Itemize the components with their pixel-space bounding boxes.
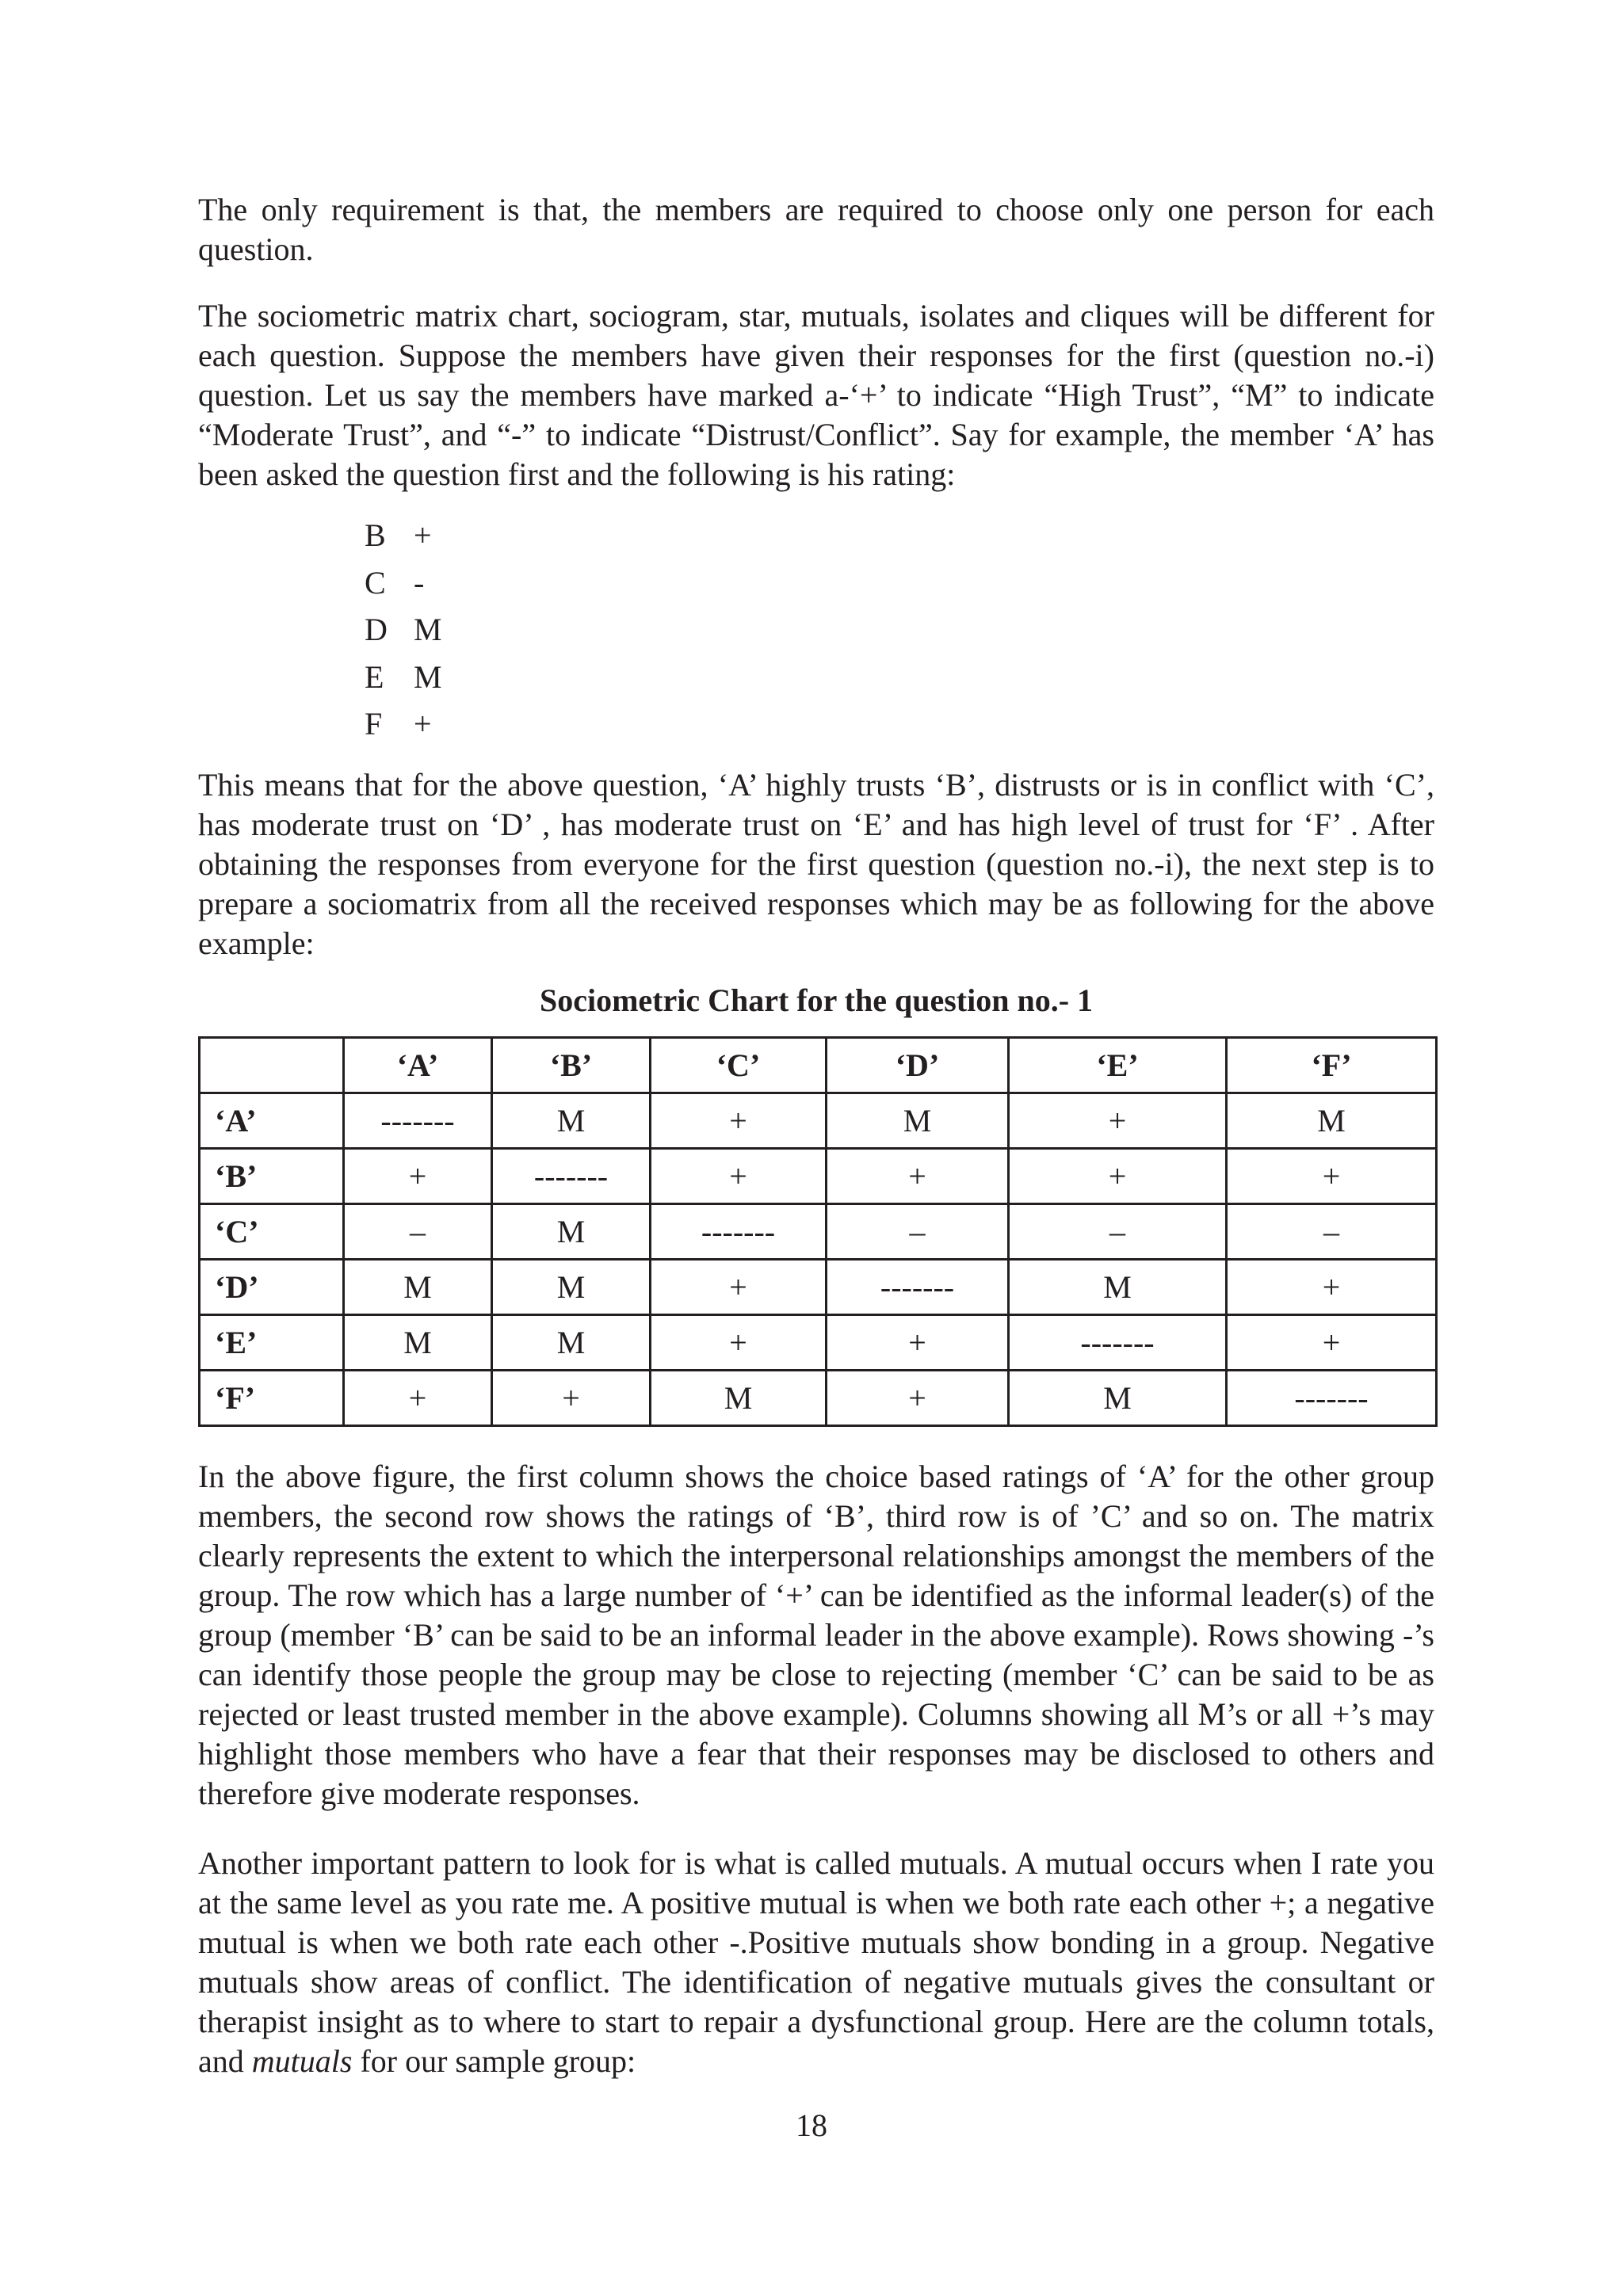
table-row	[200, 1259, 1437, 1314]
rating-member: C	[365, 564, 386, 601]
rating-member: B	[365, 517, 386, 553]
rating-row	[365, 559, 1434, 607]
table-cell: M	[651, 1370, 827, 1425]
table-cell: +	[827, 1370, 1009, 1425]
rating-list	[365, 512, 1434, 748]
page-body	[198, 190, 1434, 2081]
table-cell: +	[651, 1314, 827, 1370]
rating-mark: +	[414, 517, 432, 553]
table-cell: M	[1227, 1093, 1437, 1148]
table-cell: -------	[827, 1259, 1009, 1314]
table-cell: -------	[1009, 1314, 1227, 1370]
rating-row	[365, 654, 1434, 701]
table-cell: M	[492, 1259, 651, 1314]
table-cell: –	[344, 1203, 492, 1259]
column-header: ‘B’	[492, 1037, 651, 1093]
table-row	[200, 1093, 1437, 1148]
table-cell: +	[1227, 1314, 1437, 1370]
page-number: 18	[796, 2107, 827, 2143]
paragraph-matrix-interpretation: In the above figure, the first column shows the choice based ratings of ‘A’ for the other group members, the second row shows the ratings of ‘B’, third row is of ’C’ and so on. The matrix clearly represents the extent to which the interpersonal relationships amongst the members of the group. The row which has a large number of ‘+’ can be identified as the informal leader(s) of the group (member ‘B’ can be said to be an informal leader in the above example). Rows showing -’s can identify those people the group may be close to rejecting (member ‘C’ can be said to be as rejected or least trusted member in the above example). Columns showing all M’s or all +’s may highlight those members who have a fear that their responses may be disclosed to others and therefore give moderate responses.	[198, 1458, 1434, 1811]
column-header: ‘D’	[827, 1037, 1009, 1093]
rating-mark: +	[414, 706, 432, 742]
table-header-row	[200, 1037, 1437, 1093]
row-header: ‘F’	[200, 1370, 344, 1425]
table-cell: +	[651, 1093, 827, 1148]
table-cell: -------	[651, 1203, 827, 1259]
rating-mark: M	[414, 658, 442, 695]
column-header: ‘F’	[1227, 1037, 1437, 1093]
paragraph-explanation: This means that for the above question, ‘A’ highly trusts ‘B’, distrusts or is in conflict with ‘C’, has moderate trust on ‘D’ , has moderate trust on ‘E’ and has high level of trust for ‘F’ . After obtaining the responses from everyone for the first question (question no.-i), the next step is to prepare a sociomatrix from all the received responses which may be as following for the above example:	[198, 766, 1434, 961]
table-cell: M	[344, 1314, 492, 1370]
rating-member: E	[365, 658, 384, 695]
sociometric-matrix	[198, 1036, 1438, 1427]
row-header: ‘B’	[200, 1148, 344, 1203]
rating-mark: M	[414, 612, 442, 647]
mutuals-text-start: Another important pattern to look for is what is called mutuals. A mutual occurs when I rate you at the same level as you rate me. A positive mutual is when we both rate each other +; a negative mutual is when we both rate each other -.Positive mutuals show bonding in a group. Negative mutuals show areas of conflict. The identification of negative mutuals gives the consultant or therapist insight as to where to start to repair a dysfunctional group. Here are the column totals, and	[198, 1844, 1434, 2079]
table-cell: +	[1009, 1093, 1227, 1148]
rating-mark: -	[414, 564, 425, 601]
table-cell: +	[827, 1148, 1009, 1203]
rating-member: D	[365, 612, 388, 647]
row-header: ‘E’	[200, 1314, 344, 1370]
table-row	[200, 1148, 1437, 1203]
table-cell: M	[492, 1314, 651, 1370]
table-cell: -------	[344, 1093, 492, 1148]
table-cell: +	[492, 1370, 651, 1425]
paragraph-sociometric-intro: The sociometric matrix chart, sociogram, star, mutuals, isolates and cliques will be different for each question. Suppose the members have given their responses for the first (question no.-i) question. Let us say the members have marked a-‘+’ to indicate “High Trust”, “M” to indicate “Moderate Trust”, and “-” to indicate “Distrust/Conflict”. Say for example, the member ‘A’ has been asked the question first and the following is his rating:	[198, 298, 1434, 492]
table-cell: –	[827, 1203, 1009, 1259]
table-cell: +	[1227, 1148, 1437, 1203]
row-header: ‘D’	[200, 1259, 344, 1314]
table-row	[200, 1370, 1437, 1425]
table-cell: +	[344, 1370, 492, 1425]
table-corner-cell	[200, 1037, 344, 1093]
rating-row	[365, 512, 1434, 559]
mutuals-italic: mutuals	[251, 2042, 353, 2079]
table-cell: +	[651, 1259, 827, 1314]
column-header: ‘E’	[1009, 1037, 1227, 1093]
table-cell: M	[1009, 1259, 1227, 1314]
table-cell: M	[1009, 1370, 1227, 1425]
column-header: ‘C’	[651, 1037, 827, 1093]
rating-row	[365, 606, 1434, 654]
rating-member: F	[365, 706, 383, 742]
table-cell: M	[492, 1203, 651, 1259]
table-cell: M	[827, 1093, 1009, 1148]
table-cell: –	[1227, 1203, 1437, 1259]
table-title: Sociometric Chart for the question no.- 1	[539, 982, 1094, 1018]
table-row	[200, 1203, 1437, 1259]
table-cell: -------	[1227, 1370, 1437, 1425]
table-cell: M	[492, 1093, 651, 1148]
table-cell: -------	[492, 1148, 651, 1203]
table-cell: –	[1009, 1203, 1227, 1259]
mutuals-text-end: for our sample group:	[352, 2042, 636, 2079]
paragraph-mutuals	[198, 1844, 1434, 2081]
table-cell: +	[651, 1148, 827, 1203]
table-row	[200, 1314, 1437, 1370]
row-header: ‘A’	[200, 1093, 344, 1148]
column-header: ‘A’	[344, 1037, 492, 1093]
table-cell: +	[1009, 1148, 1227, 1203]
paragraph-requirement: The only requirement is that, the members are required to choose only one person for each question.	[198, 192, 1434, 267]
rating-row	[365, 700, 1434, 748]
row-header: ‘C’	[200, 1203, 344, 1259]
table-cell: +	[827, 1314, 1009, 1370]
table-cell: +	[1227, 1259, 1437, 1314]
table-cell: +	[344, 1148, 492, 1203]
table-cell: M	[344, 1259, 492, 1314]
